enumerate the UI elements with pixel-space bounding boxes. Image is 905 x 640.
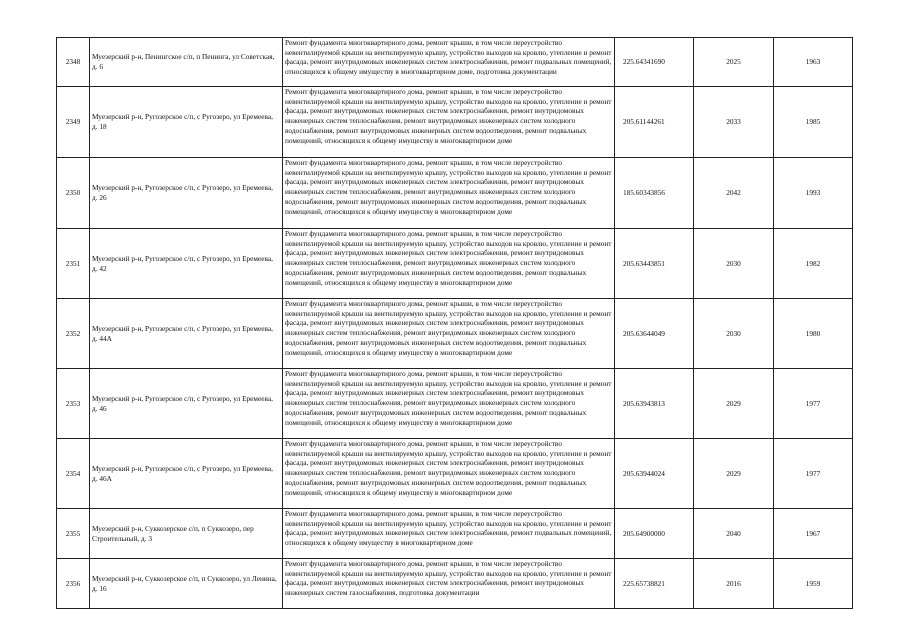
table-row — [57, 369, 853, 439]
works-description-cell: Ремонт фундамента многоквартирного дома, ремонт крыши, в том числе переустройство невентилируемой крыши на вентилируемую крышу, устройство выходов на кровлю, утепление и ремонт фасада, ремонт внутридомовых инженерных систем электроснабжения, ремонт внутридомовых инженерных систем теплоснабжения, ремонт внутридомовых инженерных систем холодного водоснабжения, ремонт внутридомовых инженерных систем водоотведения, ремонт подвальных помещений, относящихся к общему имуществу в многоквартирном доме — [283, 299, 615, 369]
built-year-cell: 1980 — [774, 299, 853, 369]
plan-year-cell: 2030 — [694, 299, 774, 369]
cost-cell: 225.65738821 — [615, 559, 694, 609]
address-cell: Муезерский р-н, Ругозерское с/п, с Ругозеро, ул Еремеева, д. 18 — [90, 87, 283, 158]
address-cell: Муезерский р-н, Ругозерское с/п, с Ругозеро, ул Еремеева, д. 44А — [90, 299, 283, 369]
cost-cell: 225.64341690 — [615, 38, 694, 87]
row-number-cell: 2352 — [57, 299, 90, 369]
address-cell: Муезерский р-н, Суккозерское с/п, п Суккозеро, пер Строительный, д. 3 — [90, 509, 283, 559]
plan-year-cell: 2016 — [694, 559, 774, 609]
works-description-cell: Ремонт фундамента многоквартирного дома, ремонт крыши, в том числе переустройство невентилируемой крыши на вентилируемую крышу, устройство выходов на кровлю, утепление и ремонт фасада, ремонт внутридомовых инженерных систем электроснабжения, ремонт внутридомовых инженерных систем газоснабжения, подготовка документации — [283, 559, 615, 609]
row-number-cell: 2354 — [57, 439, 90, 509]
built-year-cell: 1959 — [774, 559, 853, 609]
cost-cell: 205.64900000 — [615, 509, 694, 559]
address-cell: Муезерский р-н, Пенингское с/п, п Пенинга, ул Советская, д. 6 — [90, 38, 283, 87]
works-description-cell: Ремонт фундамента многоквартирного дома, ремонт крыши, в том числе переустройство невентилируемой крыши на вентилируемую крышу, устройство выходов на кровлю, утепление и ремонт фасада, ремонт внутридомовых инженерных систем электроснабжения, ремонт внутридомовых инженерных систем теплоснабжения, ремонт внутридомовых инженерных систем холодного водоснабжения, ремонт внутридомовых инженерных систем водоотведения, ремонт подвальных помещений, относящихся к общему имуществу в многоквартирном доме — [283, 369, 615, 439]
works-description-cell: Ремонт фундамента многоквартирного дома, ремонт крыши, в том числе переустройство невентилируемой крыши на вентилируемую крышу, устройство выходов на кровлю, утепление и ремонт фасада, ремонт внутридомовых инженерных систем электроснабжения, ремонт внутридомовых инженерных систем теплоснабжения, ремонт внутридомовых инженерных систем холодного водоснабжения, ремонт внутридомовых инженерных систем водоотведения, ремонт подвальных помещений, относящихся к общему имуществу в многоквартирном доме — [283, 439, 615, 509]
plan-year-cell: 2029 — [694, 369, 774, 439]
address-cell: Муезерский р-н, Ругозерское с/п, с Ругозеро, ул Еремеева, д. 42 — [90, 229, 283, 299]
table-row — [57, 559, 853, 609]
built-year-cell: 1985 — [774, 87, 853, 158]
cost-cell: 205.63644049 — [615, 299, 694, 369]
cost-cell: 205.63943813 — [615, 369, 694, 439]
plan-year-cell: 2029 — [694, 439, 774, 509]
row-number-cell: 2348 — [57, 38, 90, 87]
built-year-cell: 1977 — [774, 439, 853, 509]
row-number-cell: 2350 — [57, 158, 90, 229]
table-row — [57, 439, 853, 509]
table-body — [57, 38, 853, 609]
table-row — [57, 299, 853, 369]
works-description-cell: Ремонт фундамента многоквартирного дома, ремонт крыши, в том числе переустройство невентилируемой крыши на вентилируемую крышу, устройство выходов на кровлю, утепление и ремонт фасада, ремонт внутридомовых инженерных систем электроснабжения, ремонт внутридомовых инженерных систем теплоснабжения, ремонт внутридомовых инженерных систем холодного водоснабжения, ремонт внутридомовых инженерных систем водоотведения, ремонт подвальных помещений, относящихся к общему имуществу в многоквартирном доме — [283, 158, 615, 229]
capital-repair-table — [56, 37, 853, 609]
plan-year-cell: 2025 — [694, 38, 774, 87]
address-cell: Муезерский р-н, Ругозерское с/п, с Ругозеро, ул Еремеева, д. 26 — [90, 158, 283, 229]
address-cell: Муезерский р-н, Ругозерское с/п, с Ругозеро, ул Еремеева, д. 46 — [90, 369, 283, 439]
works-description-cell: Ремонт фундамента многоквартирного дома, ремонт крыши, в том числе переустройство невентилируемой крыши на вентилируемую крышу, устройство выходов на кровлю, утепление и ремонт фасада, ремонт внутридомовых инженерных систем электроснабжения, ремонт подвальных помещений, относящихся к общему имуществу в многоквартирном доме, подготовка документации — [283, 38, 615, 87]
table-row — [57, 509, 853, 559]
address-cell: Муезерский р-н, Суккозерское с/п, п Суккозеро, ул Ленина, д. 16 — [90, 559, 283, 609]
address-cell: Муезерский р-н, Ругозерское с/п, с Ругозеро, ул Еремеева, д. 46А — [90, 439, 283, 509]
table-row — [57, 38, 853, 87]
row-number-cell: 2356 — [57, 559, 90, 609]
plan-year-cell: 2030 — [694, 229, 774, 299]
row-number-cell: 2355 — [57, 509, 90, 559]
built-year-cell: 1963 — [774, 38, 853, 87]
document-page — [56, 37, 852, 609]
cost-cell: 205.61144261 — [615, 87, 694, 158]
built-year-cell: 1993 — [774, 158, 853, 229]
table-row — [57, 229, 853, 299]
works-description-cell: Ремонт фундамента многоквартирного дома, ремонт крыши, в том числе переустройство невентилируемой крыши на вентилируемую крышу, устройство выходов на кровлю, утепление и ремонт фасада, ремонт внутридомовых инженерных систем электроснабжения, ремонт внутридомовых инженерных систем теплоснабжения, ремонт внутридомовых инженерных систем холодного водоснабжения, ремонт внутридомовых инженерных систем водоотведения, ремонт подвальных помещений, относящихся к общему имуществу в многоквартирном доме — [283, 87, 615, 158]
table-row — [57, 158, 853, 229]
built-year-cell: 1967 — [774, 509, 853, 559]
works-description-cell: Ремонт фундамента многоквартирного дома, ремонт крыши, в том числе переустройство невентилируемой крыши на вентилируемую крышу, устройство выходов на кровлю, утепление и ремонт фасада, ремонт внутридомовых инженерных систем электроснабжения, ремонт подвальных помещений, относящихся к общему имуществу в многоквартирном доме — [283, 509, 615, 559]
row-number-cell: 2351 — [57, 229, 90, 299]
built-year-cell: 1982 — [774, 229, 853, 299]
plan-year-cell: 2033 — [694, 87, 774, 158]
row-number-cell: 2349 — [57, 87, 90, 158]
cost-cell: 205.63443851 — [615, 229, 694, 299]
works-description-cell: Ремонт фундамента многоквартирного дома, ремонт крыши, в том числе переустройство невентилируемой крыши на вентилируемую крышу, устройство выходов на кровлю, утепление и ремонт фасада, ремонт внутридомовых инженерных систем электроснабжения, ремонт внутридомовых инженерных систем теплоснабжения, ремонт внутридомовых инженерных систем холодного водоснабжения, ремонт внутридомовых инженерных систем водоотведения, ремонт подвальных помещений, относящихся к общему имуществу в многоквартирном доме — [283, 229, 615, 299]
cost-cell: 205.63944024 — [615, 439, 694, 509]
cost-cell: 185.60343856 — [615, 158, 694, 229]
plan-year-cell: 2042 — [694, 158, 774, 229]
row-number-cell: 2353 — [57, 369, 90, 439]
built-year-cell: 1977 — [774, 369, 853, 439]
table-row — [57, 87, 853, 158]
plan-year-cell: 2040 — [694, 509, 774, 559]
